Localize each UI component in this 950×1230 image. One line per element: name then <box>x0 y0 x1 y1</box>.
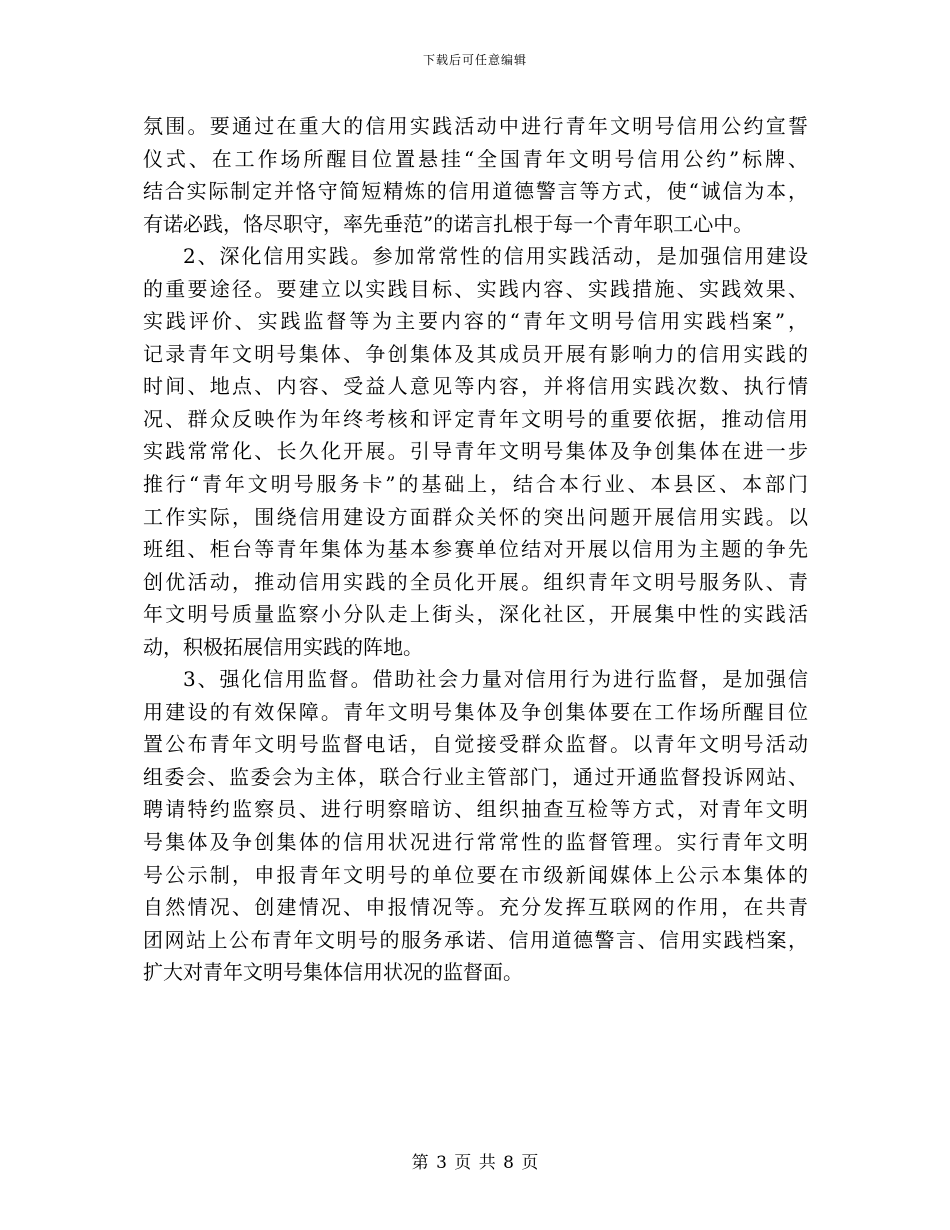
text-line: 用建设的有效保障。青年文明号集体及争创集体要在工作场所醒目位 <box>143 699 808 724</box>
text-line: 扩大对青年文明号集体信用状况的监督面。 <box>143 960 523 985</box>
text-line: 号集体及争创集体的信用状况进行常常性的监督管理。实行青年文明 <box>143 830 808 855</box>
text-line: 年文明号质量监察小分队走上街头，深化社区，开展集中性的实践活 <box>143 602 808 627</box>
text-line: 聘请特约监察员、进行明察暗访、组织抽查互检等方式，对青年文明 <box>143 797 808 822</box>
text-line: 动，积极拓展信用实践的阵地。 <box>143 634 423 659</box>
page-number-footer: 第 3 页 共 8 页 <box>411 1153 539 1173</box>
text-line: 2、深化信用实践。参加常常性的信用实践活动，是加强信用建设 <box>183 244 808 269</box>
text-line: 工作实际，围绕信用建设方面群众关怀的突出问题开展信用实践。以 <box>143 504 808 529</box>
text-line: 推行“青年文明号服务卡”的基础上，结合本行业、本县区、本部门 <box>143 472 808 497</box>
text-line: 置公布青年文明号监督电话，自觉接受群众监督。以青年文明号活动 <box>143 732 808 757</box>
text-line: 时间、地点、内容、受益人意见等内容，并将信用实践次数、执行情 <box>143 374 808 399</box>
text-line: 班组、柜台等青年集体为基本参赛单位结对开展以信用为主题的争先 <box>143 537 808 562</box>
text-line: 实践常常化、长久化开展。引导青年文明号集体及争创集体在进一步 <box>143 439 808 464</box>
text-line: 实践评价、实践监督等为主要内容的“青年文明号信用实践档案”， <box>143 309 808 334</box>
text-line: 组委会、监委会为主体，联合行业主管部门，通过开通监督投诉网站、 <box>143 764 808 789</box>
text-line: 仪式、在工作场所醒目位置悬挂“全国青年文明号信用公约”标牌、 <box>143 146 808 171</box>
document-body <box>143 110 808 989</box>
text-line: 况、群众反映作为年终考核和评定青年文明号的重要依据，推动信用 <box>143 406 808 431</box>
text-line: 号公示制，申报青年文明号的单位要在市级新闻媒体上公示本集体的 <box>143 862 808 887</box>
text-line: 的重要途径。要建立以实践目标、实践内容、实践措施、实践效果、 <box>143 276 808 301</box>
text-line: 3、强化信用监督。借助社会力量对信用行为进行监督，是加强信 <box>183 667 808 692</box>
text-line: 团网站上公布青年文明号的服务承诺、信用道德警言、信用实践档案， <box>143 927 808 952</box>
text-line: 记录青年文明号集体、争创集体及其成员开展有影响力的信用实践的 <box>143 341 808 366</box>
text-line: 有诺必践，恪尽职守，率先垂范”的诺言扎根于每一个青年职工心中。 <box>143 211 754 236</box>
text-line: 结合实际制定并恪守简短精炼的信用道德警言等方式，使“诚信为本， <box>143 179 808 204</box>
page-header: 下载后可任意编辑 <box>422 53 527 67</box>
text-line: 创优活动，推动信用实践的全员化开展。组织青年文明号服务队、青 <box>143 569 808 594</box>
text-line: 自然情况、创建情况、申报情况等。充分发挥互联网的作用，在共青 <box>143 895 808 920</box>
text-line: 氛围。要通过在重大的信用实践活动中进行青年文明号信用公约宣誓 <box>143 114 808 138</box>
